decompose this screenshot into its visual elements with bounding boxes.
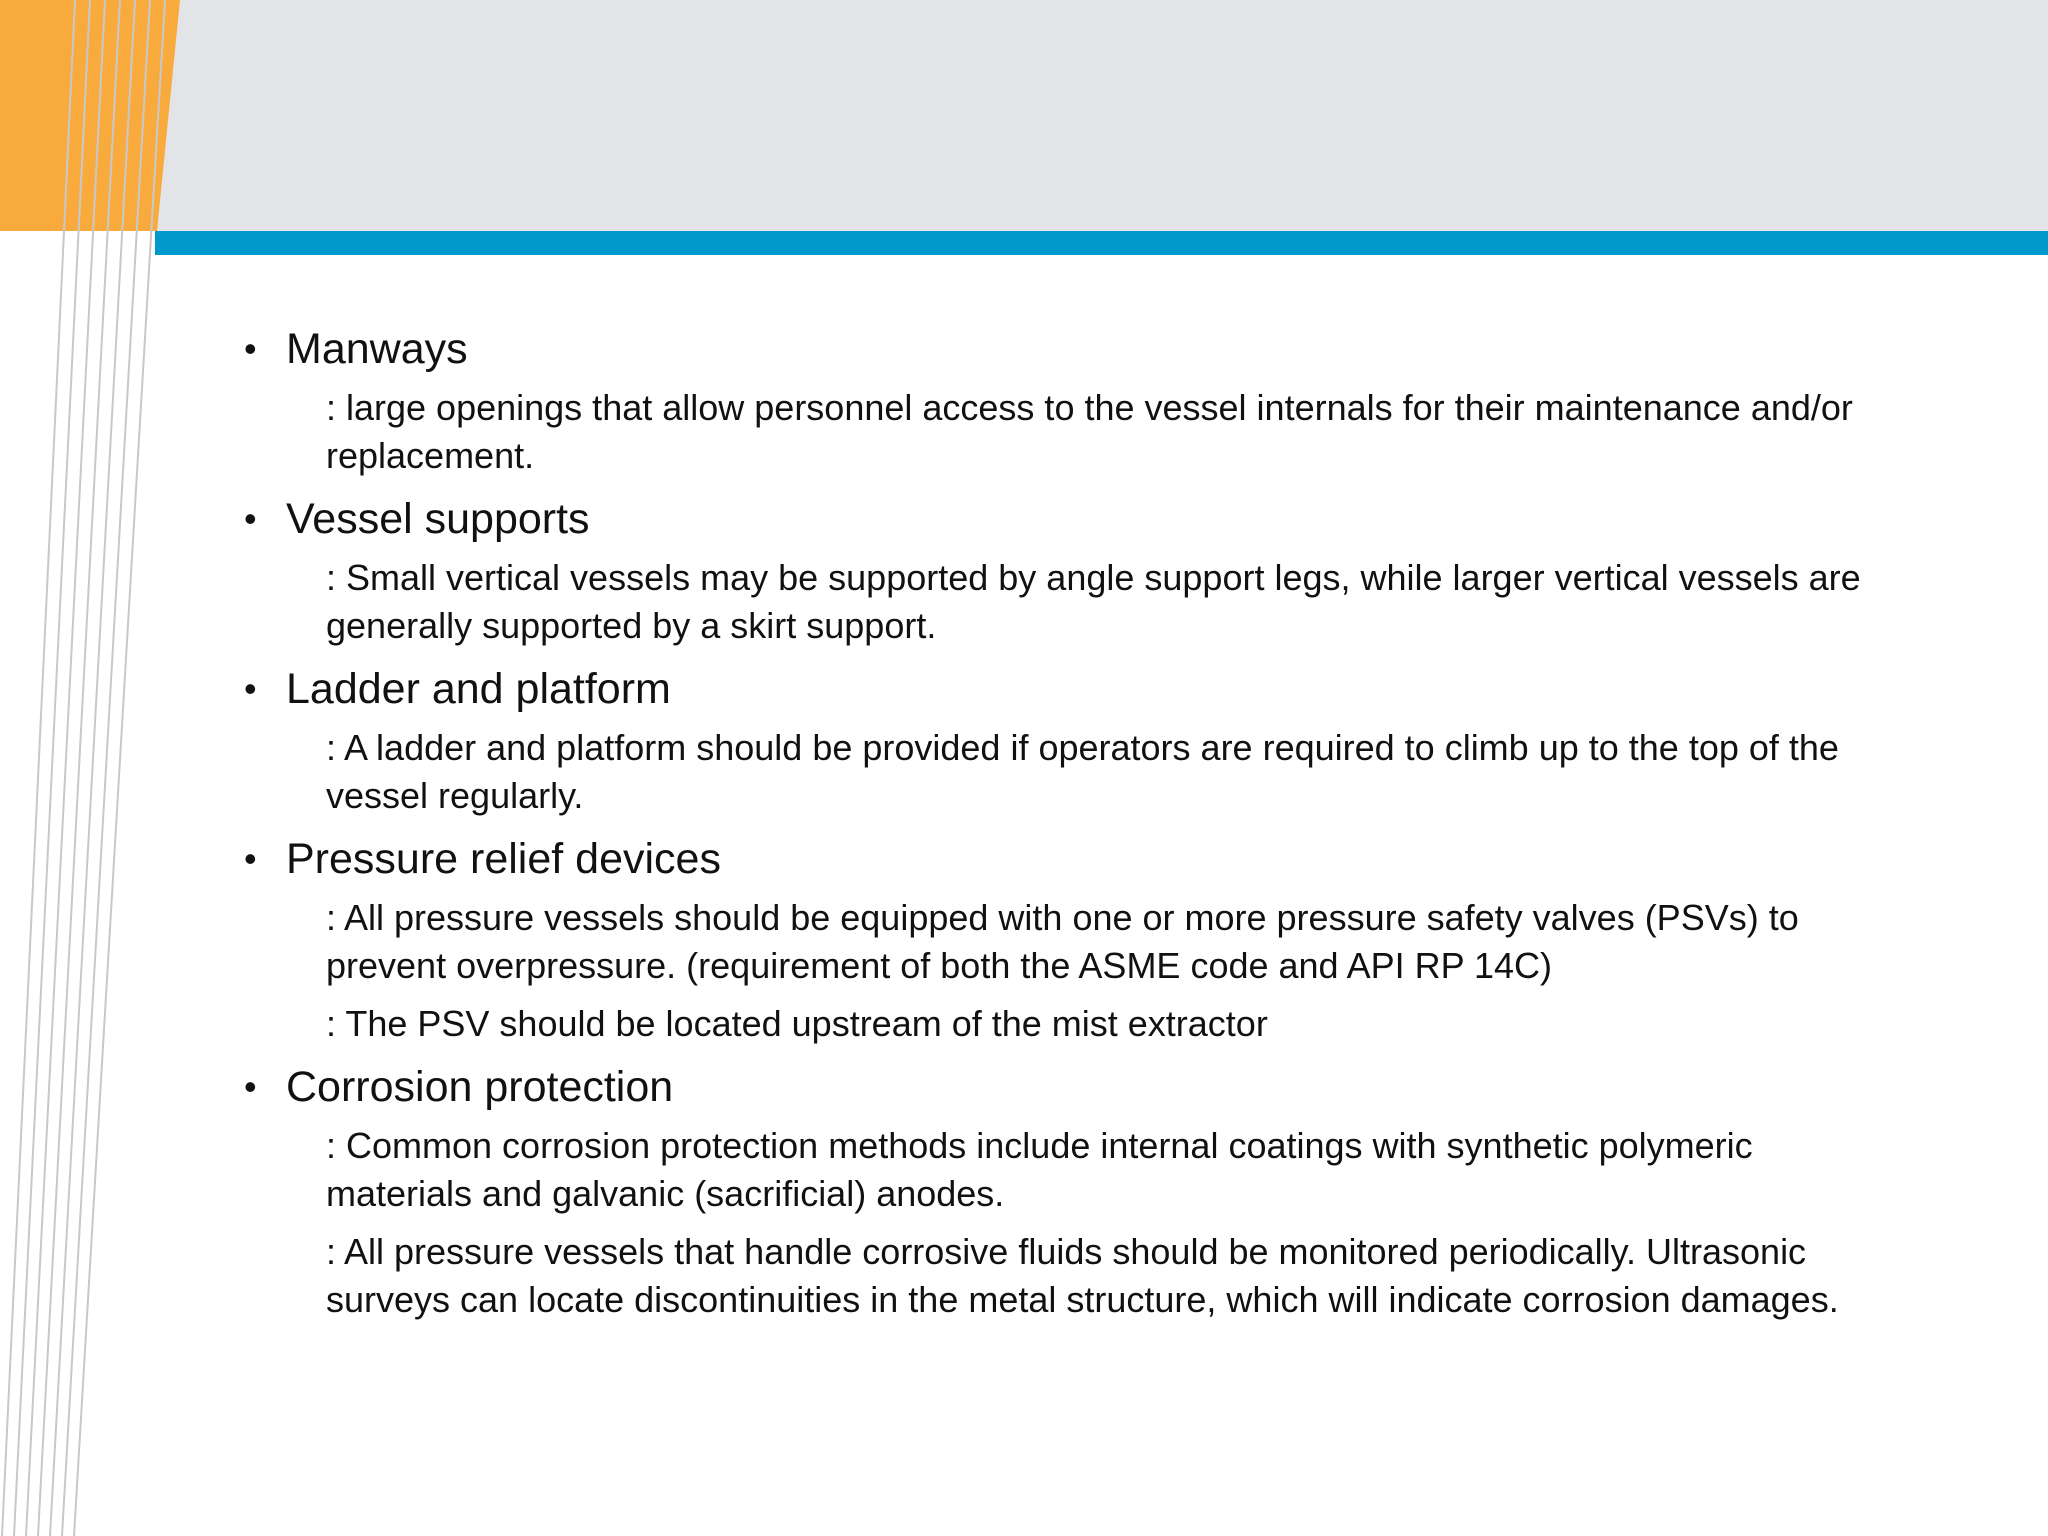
item-title: Vessel supports	[286, 495, 590, 543]
bullet-icon: •	[244, 1066, 257, 1107]
bullet-icon: •	[244, 668, 257, 709]
list-item	[244, 662, 1904, 820]
bullet-icon: •	[244, 838, 257, 879]
list-item	[244, 322, 1904, 480]
list-item	[244, 492, 1904, 650]
item-title: Ladder and platform	[286, 665, 671, 713]
item-description: : All pressure vessels that handle corrosive fluids should be monitored periodically. Ultrasonic surveys can locate discontinuities in the metal structure, which will indicate corrosion damages.	[326, 1231, 1839, 1320]
item-description: : Small vertical vessels may be supported by angle support legs, while larger vertical vessels are generally supported by a skirt support.	[326, 557, 1861, 646]
item-description: : Common corrosion protection methods include internal coatings with synthetic polymeric materials and galvanic (sacrificial) anodes.	[326, 1125, 1753, 1214]
bullet-icon: •	[244, 328, 257, 369]
accent-bar	[155, 231, 2048, 255]
item-description: : The PSV should be located upstream of the mist extractor	[326, 1003, 1268, 1044]
bullet-list	[244, 322, 1904, 1324]
item-title: Corrosion protection	[286, 1063, 674, 1111]
item-title: Pressure relief devices	[286, 835, 721, 883]
list-item	[244, 832, 1904, 1048]
item-title: Manways	[286, 325, 468, 373]
item-description: : large openings that allow personnel access to the vessel internals for their maintenance and/or replacement.	[326, 387, 1853, 476]
bullet-icon: •	[244, 498, 257, 539]
item-description: : A ladder and platform should be provided if operators are required to climb up to the top of the vessel regularly.	[326, 727, 1839, 816]
header-band	[0, 0, 2048, 231]
list-item	[244, 1060, 1904, 1324]
item-description: : All pressure vessels should be equipped with one or more pressure safety valves (PSVs) to prevent overpressure. (requirement of both the ASME code and API RP 14C)	[326, 897, 1799, 986]
